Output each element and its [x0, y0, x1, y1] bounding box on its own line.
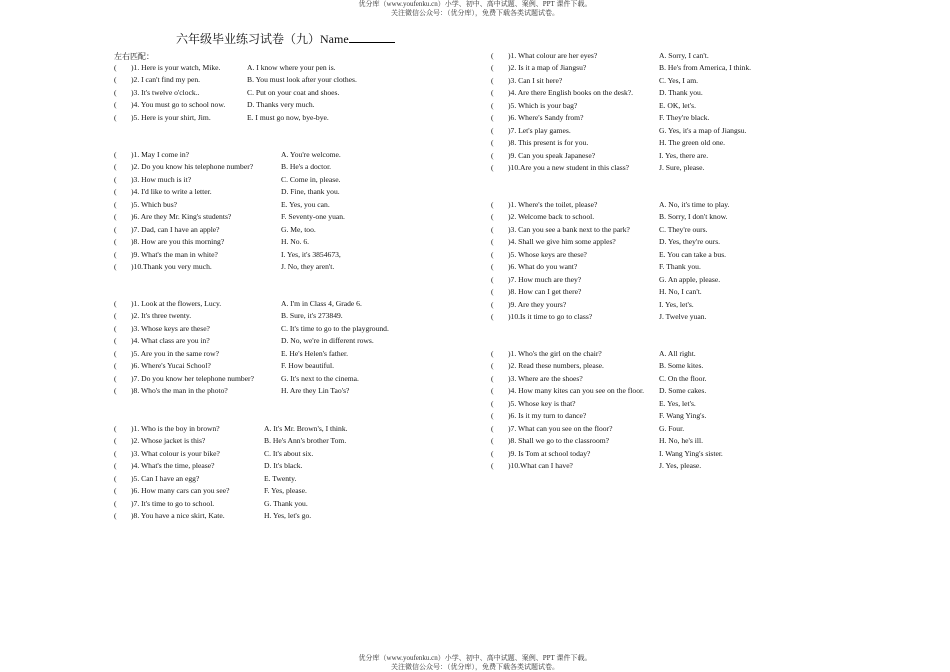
answer-option: A. It's Mr. Brown's, I think.: [264, 424, 348, 433]
answer-option: E. Yes, let's.: [659, 398, 696, 408]
question-text: )10.What can I have?: [508, 461, 573, 471]
answer-option: J. Sure, please.: [659, 163, 705, 173]
footer-line: 关注微信公众号：（优分库），免费下载各类试题试卷。: [391, 663, 559, 671]
matching-row: [0, 361, 950, 371]
answer-option: B. He's Ann's brother Tom.: [264, 436, 347, 446]
answer-option: J. Twelve yuan.: [659, 312, 707, 322]
answer-blank[interactable]: (: [491, 150, 494, 160]
question-text: )3. It's twelve o'clock..: [131, 87, 200, 97]
question-text: )5. Can I have an egg?: [131, 473, 200, 483]
question-text: )4. What class are you in?: [131, 336, 210, 346]
answer-blank[interactable]: (: [491, 200, 494, 209]
question-text: )5. Whose key is that?: [508, 398, 576, 408]
question-text: )1. Look at the flowers, Lucy.: [131, 299, 222, 308]
answer-blank[interactable]: (: [491, 63, 494, 73]
answer-option: E. Yes, you can.: [281, 199, 330, 209]
question-text: )1. Who's the girl on the chair?: [508, 349, 602, 358]
answer-blank[interactable]: (: [491, 423, 494, 433]
matching-row: [0, 499, 950, 509]
answer-blank[interactable]: (: [114, 162, 117, 172]
answer-blank[interactable]: (: [114, 299, 117, 308]
answer-option: A. You're welcome.: [281, 150, 341, 159]
answer-option: H. Are they Lin Tao's?: [281, 386, 350, 396]
answer-blank[interactable]: (: [491, 51, 494, 60]
answer-option: B. You must look after your clothes.: [247, 75, 357, 85]
matching-row: [0, 63, 950, 73]
answer-blank[interactable]: (: [114, 498, 117, 508]
matching-row: [0, 262, 950, 272]
answer-blank[interactable]: (: [114, 336, 117, 346]
question-text: )10.Is it time to go to class?: [508, 312, 593, 322]
answer-blank[interactable]: (: [114, 112, 117, 122]
matching-row: [0, 138, 950, 148]
question-text: )7. Dad, can I have an apple?: [131, 224, 220, 234]
matching-row: [0, 374, 950, 384]
matching-row: [0, 187, 950, 197]
question-text: )7. It's time to go to school.: [131, 498, 215, 508]
answer-blank[interactable]: (: [114, 262, 117, 272]
answer-blank[interactable]: (: [114, 249, 117, 259]
answer-option: H. No. 6.: [281, 237, 310, 247]
question-text: )6. Are they Mr. King's students?: [131, 212, 232, 222]
answer-option: D. No, we're in different rows.: [281, 336, 374, 346]
answer-option: H. Yes, let's go.: [264, 511, 312, 521]
question-text: )6. How many cars can you see?: [131, 486, 230, 496]
question-text: )8. Shall we go to the classroom?: [508, 436, 610, 446]
matching-row: [0, 275, 950, 285]
question-text: )3. Can I sit here?: [508, 75, 563, 85]
answer-option: J. No, they aren't.: [281, 262, 335, 272]
answer-blank[interactable]: (: [491, 212, 494, 222]
matching-row: [0, 126, 950, 136]
answer-blank[interactable]: (: [114, 87, 117, 97]
question-text: )4. What's the time, please?: [131, 461, 215, 471]
matching-row: [0, 200, 950, 210]
answer-option: H. No, I can't.: [659, 287, 702, 297]
question-text: )2. Welcome back to school.: [508, 212, 595, 222]
matching-row: [0, 287, 950, 297]
answer-option: D. Some cakes.: [659, 386, 707, 396]
answer-option: C. Put on your coat and shoes.: [247, 87, 340, 97]
answer-blank[interactable]: (: [491, 249, 494, 259]
answer-blank[interactable]: (: [491, 373, 494, 383]
question-text: )9. Is Tom at school today?: [508, 448, 591, 458]
answer-option: H. No, he's ill.: [659, 436, 703, 446]
question-text: )6. Where's Sandy from?: [508, 113, 584, 123]
answer-option: C. It's time to go to the playground.: [281, 323, 389, 333]
matching-row: [0, 151, 950, 161]
answer-blank[interactable]: (: [114, 323, 117, 333]
answer-blank[interactable]: (: [114, 212, 117, 222]
answer-option: F. Seventy-one yuan.: [281, 212, 345, 222]
answer-option: D. It's black.: [264, 461, 303, 471]
question-text: )1. Who is the boy in brown?: [131, 424, 220, 433]
question-text: )5. Here is your shirt, Jim.: [131, 112, 211, 122]
answer-option: C. Yes, I am.: [659, 75, 699, 85]
answer-option: F. They're black.: [659, 113, 710, 123]
answer-blank[interactable]: (: [114, 448, 117, 458]
answer-option: D. Fine, thank you.: [281, 187, 340, 197]
answer-option: B. Sorry, I don't know.: [659, 212, 728, 222]
answer-blank[interactable]: (: [114, 424, 117, 433]
answer-option: C. On the floor.: [659, 373, 707, 383]
matching-row: [0, 225, 950, 235]
answer-blank[interactable]: (: [491, 125, 494, 135]
question-text: )5. Whose keys are these?: [508, 249, 587, 259]
question-text: )10.Are you a new student in this class?: [508, 163, 630, 173]
matching-row: [0, 237, 950, 247]
answer-option: E. OK, let's.: [659, 100, 697, 110]
answer-option: E. Twenty.: [264, 473, 297, 483]
matching-row: [0, 163, 950, 173]
question-text: )2. Whose jacket is this?: [131, 436, 206, 446]
question-text: )2. It's three twenty.: [131, 311, 192, 321]
question-text: )9. Can you speak Japanese?: [508, 150, 596, 160]
answer-blank[interactable]: (: [114, 486, 117, 496]
answer-blank[interactable]: (: [114, 174, 117, 184]
question-text: )7. How much are they?: [508, 274, 582, 284]
answer-blank[interactable]: (: [491, 224, 494, 234]
answer-option: C. It's about six.: [264, 448, 314, 458]
question-text: )4. How many kites can you see on the floor.: [508, 386, 645, 396]
answer-blank[interactable]: (: [491, 75, 494, 85]
answer-option: F. How beautiful.: [281, 361, 334, 371]
question-text: )6. Is it my turn to dance?: [508, 411, 587, 421]
question-text: )1. Where's the toilet, please?: [508, 200, 598, 209]
answer-option: H. The green old one.: [659, 138, 726, 148]
page-footer: [0, 654, 950, 672]
header-line: 优分库（www.youfenku.cn）小学、初中、高中试题、案例、PPT 课件下载。: [358, 0, 592, 8]
question-text: )6. Where's Yucai School?: [131, 361, 211, 371]
answer-blank[interactable]: (: [491, 461, 494, 471]
matching-row: [0, 424, 950, 434]
matching-row: [0, 175, 950, 185]
matching-row: [0, 312, 950, 322]
answer-option: B. Sure, it's 273849.: [281, 311, 343, 321]
answer-blank[interactable]: (: [114, 237, 117, 247]
matching-row: [0, 399, 950, 409]
question-text: )10.Thank you very much.: [131, 262, 212, 272]
matching-row: [0, 51, 950, 61]
answer-blank[interactable]: (: [491, 386, 494, 396]
question-text: )3. How much is it?: [131, 174, 192, 184]
answer-option: A. No, it's time to play.: [659, 200, 730, 209]
title-text: 六年级毕业练习试卷（九）Name: [176, 32, 349, 46]
question-text: )4. You must go to school now.: [131, 100, 226, 110]
question-text: )2. Read these numbers, please.: [508, 361, 604, 371]
answer-option: E. You can take a bus.: [659, 249, 727, 259]
answer-option: I. Yes, it's 3854673,: [281, 249, 341, 259]
answer-blank[interactable]: (: [491, 312, 494, 322]
matching-row: [0, 411, 950, 421]
answer-blank[interactable]: (: [114, 461, 117, 471]
answer-blank[interactable]: (: [114, 63, 117, 72]
matching-row: [0, 349, 950, 359]
answer-option: A. Sorry, I can't.: [659, 51, 709, 60]
answer-option: G. Me, too.: [281, 224, 316, 234]
question-text: )8. Who's the man in the photo?: [131, 386, 228, 396]
question-text: )1. Here is your watch, Mike.: [131, 63, 221, 72]
answer-option: E. He's Helen's father.: [281, 348, 349, 358]
answer-option: G. An apple, please.: [659, 274, 721, 284]
answer-blank[interactable]: (: [114, 199, 117, 209]
page-title: [176, 30, 395, 47]
answer-option: D. Thanks very much.: [247, 100, 315, 110]
answer-blank[interactable]: (: [491, 436, 494, 446]
answer-blank[interactable]: (: [114, 348, 117, 358]
matching-row: [0, 511, 950, 521]
answer-blank[interactable]: (: [114, 386, 117, 396]
answer-option: B. He's from America, I think.: [659, 63, 752, 73]
answer-blank[interactable]: (: [491, 163, 494, 173]
question-text: )5. Which bus?: [131, 199, 178, 209]
question-text: )9. What's the man in white?: [131, 249, 218, 259]
matching-row: [0, 486, 950, 496]
matching-row: [0, 324, 950, 334]
matching-row: [0, 101, 950, 111]
answer-option: D. Yes, they're ours.: [659, 237, 721, 247]
question-text: )3. Can you see a bank next to the park?: [508, 224, 630, 234]
question-text: )3. Whose keys are these?: [131, 323, 210, 333]
answer-blank[interactable]: (: [491, 361, 494, 371]
answer-option: C. Come in, please.: [281, 174, 341, 184]
answer-blank[interactable]: (: [114, 511, 117, 521]
name-blank: [349, 32, 395, 43]
question-text: )4. Are there English books on the desk?.: [508, 88, 634, 98]
answer-blank[interactable]: (: [114, 224, 117, 234]
answer-blank[interactable]: (: [491, 274, 494, 284]
answer-option: F. Wang Ying's.: [659, 411, 707, 421]
matching-row: [0, 300, 950, 310]
matching-row: [0, 88, 950, 98]
question-text: )3. What colour is your bike?: [131, 448, 220, 458]
answer-option: F. Thank you.: [659, 262, 701, 272]
answer-blank[interactable]: (: [114, 311, 117, 321]
answer-blank[interactable]: (: [491, 299, 494, 309]
answer-option: D. Thank you.: [659, 88, 703, 98]
answer-option: G. Yes, it's a map of Jiangsu.: [659, 125, 747, 135]
instruction: 左右匹配：: [114, 52, 154, 61]
question-text: )2. Do you know his telephone number?: [131, 162, 254, 172]
answer-option: G. It's next to the cinema.: [281, 373, 359, 383]
answer-option: I. Wang Ying's sister.: [659, 448, 723, 458]
question-text: )2. Is it a map of Jiangsu?: [508, 63, 587, 73]
page-header: [0, 0, 950, 18]
answer-option: E. I must go now, bye-bye.: [247, 112, 329, 122]
answer-option: A. I know where your pen is.: [247, 63, 336, 72]
question-text: )5. Which is your bag?: [508, 100, 578, 110]
matching-row: [0, 76, 950, 86]
answer-blank[interactable]: (: [491, 262, 494, 272]
answer-blank[interactable]: (: [491, 349, 494, 358]
answer-option: G. Thank you.: [264, 498, 308, 508]
question-text: )4. I'd like to write a letter.: [131, 187, 212, 197]
answer-blank[interactable]: (: [114, 100, 117, 110]
matching-row: [0, 386, 950, 396]
header-line: 关注微信公众号：（优分库），免费下载各类试题试卷。: [391, 9, 559, 17]
matching-row: [0, 461, 950, 471]
answer-option: B. Some kites.: [659, 361, 704, 371]
answer-blank[interactable]: (: [114, 75, 117, 85]
answer-blank[interactable]: (: [491, 398, 494, 408]
answer-blank[interactable]: (: [114, 436, 117, 446]
answer-blank[interactable]: (: [114, 373, 117, 383]
question-text: )7. What can you see on the floor?: [508, 423, 613, 433]
answer-option: A. All right.: [659, 349, 696, 358]
matching-row: [0, 113, 950, 123]
question-text: )7. Let's play games.: [508, 125, 571, 135]
matching-row: [0, 449, 950, 459]
answer-option: I. Yes, let's.: [659, 299, 694, 309]
answer-blank[interactable]: (: [491, 113, 494, 123]
question-text: )1. What colour are her eyes?: [508, 51, 598, 60]
answer-blank[interactable]: (: [491, 237, 494, 247]
matching-row: [0, 436, 950, 446]
matching-row: [0, 336, 950, 346]
answer-option: F. Yes, please.: [264, 486, 307, 496]
matching-row: [0, 212, 950, 222]
answer-blank[interactable]: (: [491, 138, 494, 148]
footer-line: 优分库（www.youfenku.cn）小学、初中、高中试题、案例、PPT 课件下载。: [358, 654, 592, 662]
answer-blank[interactable]: (: [491, 287, 494, 297]
matching-row: [0, 250, 950, 260]
answer-blank[interactable]: (: [491, 88, 494, 98]
question-text: )6. What do you want?: [508, 262, 578, 272]
question-text: )4. Shall we give him some apples?: [508, 237, 616, 247]
answer-option: G. Four.: [659, 423, 685, 433]
question-text: )5. Are you in the same row?: [131, 348, 219, 358]
answer-blank[interactable]: (: [491, 448, 494, 458]
question-text: )8. How are you this morning?: [131, 237, 225, 247]
question-text: )8. This present is for you.: [508, 138, 589, 148]
answer-blank[interactable]: (: [114, 187, 117, 197]
question-text: )8. You have a nice skirt, Kate.: [131, 511, 225, 521]
answer-blank[interactable]: (: [114, 361, 117, 371]
answer-blank[interactable]: (: [114, 150, 117, 159]
answer-blank[interactable]: (: [114, 473, 117, 483]
question-text: )3. Where are the shoes?: [508, 373, 583, 383]
question-text: )1. May I come in?: [131, 150, 189, 159]
answer-option: J. Yes, please.: [659, 461, 702, 471]
answer-option: I. Yes, there are.: [659, 150, 709, 160]
matching-row: [0, 474, 950, 484]
question-text: )8. How can I get there?: [508, 287, 582, 297]
answer-blank[interactable]: (: [491, 100, 494, 110]
question-text: )2. I can't find my pen.: [131, 75, 201, 85]
answer-blank[interactable]: (: [491, 411, 494, 421]
answer-option: B. He's a doctor.: [281, 162, 332, 172]
question-text: )7. Do you know her telephone number?: [131, 373, 254, 383]
answer-option: A. I'm in Class 4, Grade 6.: [281, 299, 362, 308]
question-text: )9. Are they yours?: [508, 299, 567, 309]
answer-option: C. They're ours.: [659, 224, 708, 234]
